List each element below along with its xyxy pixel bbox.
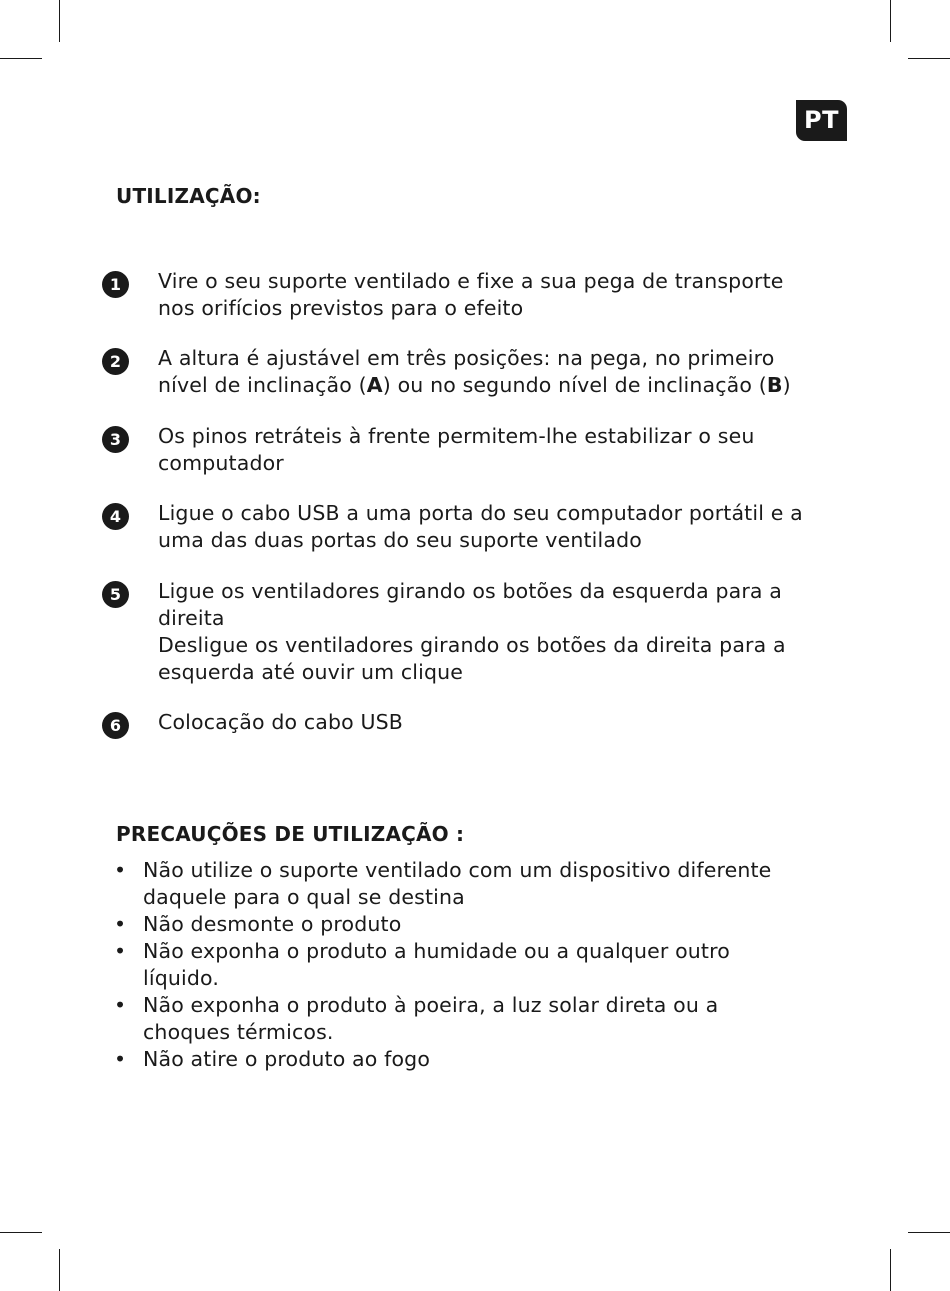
text-line: computador [158,451,284,475]
step-text [158,423,858,477]
position-label-a: A [366,373,383,397]
text-line: daquele para o qual se destina [143,885,465,909]
precautions-title: PRECAUÇÕES DE UTILIZAÇÃO : [116,822,465,846]
text-line: Vire o seu suporte ventilado e fixe a sua pega de transporte [158,269,784,293]
crop-mark [0,1232,42,1233]
step-text [158,578,858,686]
crop-mark [0,58,42,59]
text-line: direita [158,606,225,630]
step-number-badge: 1 [102,271,129,298]
step-number-badge: 6 [102,712,129,739]
text-line: esquerda até ouvir um clique [158,660,464,684]
text-fragment: ) [782,373,791,397]
text-line: choques térmicos. [143,1020,334,1044]
bullet-icon: • [114,1047,127,1071]
text-line: Desligue os ventiladores girando os botões da direita para a [158,633,786,657]
bullet-icon: • [114,912,127,936]
crop-mark [890,1249,891,1291]
precautions-list [114,857,834,1073]
text-line: Não desmonte o produto [143,912,402,936]
text-fragment: nível de inclinação ( [158,373,367,397]
list-item [114,857,834,911]
list-item [114,911,834,938]
position-label-b: B [766,373,783,397]
step-number-badge: 4 [102,503,129,530]
text-line: Não exponha o produto à poeira, a luz solar direta ou a [143,993,719,1017]
crop-mark [890,0,891,42]
text-line: uma das duas portas do seu suporte ventilado [158,528,642,552]
text-line: Ligue os ventiladores girando os botões da esquerda para a [158,579,783,603]
text-line [158,372,858,399]
text-line: Não utilize o suporte ventilado com um dispositivo diferente [143,858,772,882]
text-line: líquido. [143,966,220,990]
step-number-badge: 3 [102,426,129,453]
step-text [158,500,862,554]
text-line: Os pinos retráteis à frente permitem-lhe estabilizar o seu [158,424,755,448]
bullet-icon: • [114,858,127,882]
text-line: nos orifícios previstos para o efeito [158,296,524,320]
bullet-icon: • [114,939,127,963]
step-number-badge: 5 [102,581,129,608]
text-line: A altura é ajustável em três posições: na pega, no primeiro [158,346,775,370]
bullet-icon: • [114,993,127,1017]
crop-mark [908,1232,950,1233]
text-fragment: ) ou no segundo nível de inclinação ( [382,373,767,397]
list-item [114,1046,834,1073]
usage-title: UTILIZAÇÃO: [116,184,261,208]
crop-mark [59,1249,60,1291]
crop-mark [908,58,950,59]
step-text [158,709,858,736]
step-text [158,268,858,322]
language-badge: PT [796,100,847,141]
list-item [114,992,834,1046]
step-text [158,345,858,399]
text-line: Não exponha o produto a humidade ou a qualquer outro [143,939,730,963]
text-line: Colocação do cabo USB [158,710,404,734]
crop-mark [59,0,60,42]
list-item [114,938,834,992]
step-number-badge: 2 [102,348,129,375]
text-line: Não atire o produto ao fogo [143,1047,431,1071]
text-line: Ligue o cabo USB a uma porta do seu computador portátil e a [158,501,803,525]
